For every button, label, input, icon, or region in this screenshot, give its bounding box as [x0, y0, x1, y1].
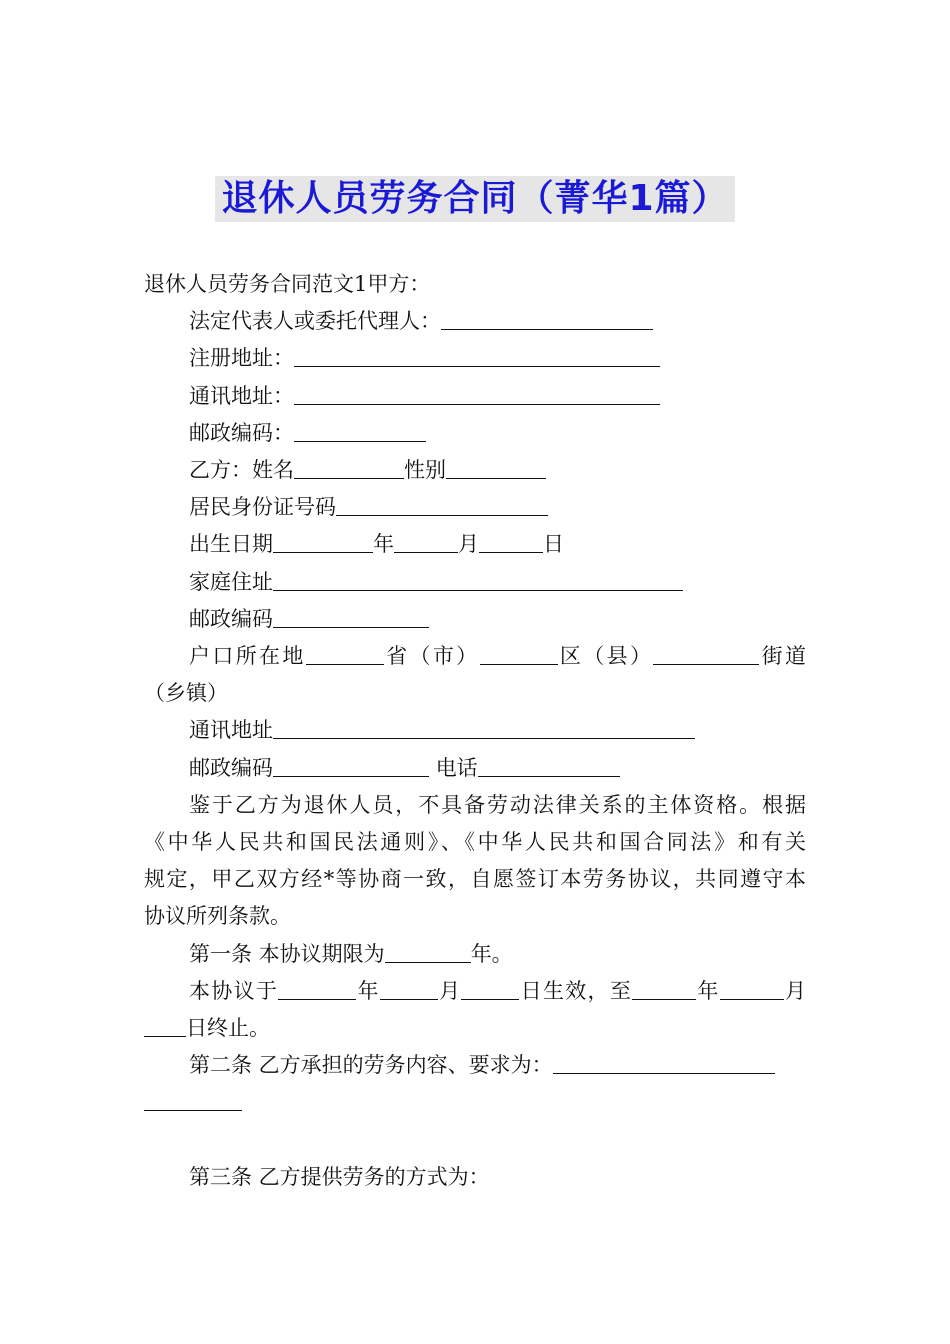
- id-number-line: [144, 489, 806, 526]
- day-label: 日: [543, 532, 564, 557]
- postal-phone-line: [144, 750, 806, 787]
- name-blank[interactable]: [294, 458, 404, 479]
- whereas-line-3: [144, 861, 806, 898]
- province-label: 省（市）: [383, 644, 480, 669]
- district-label: 区（县）: [557, 644, 654, 669]
- postal-code-c-blank[interactable]: [273, 756, 429, 777]
- whereas-text-3: 规定，甲乙双方经*等协商一致，自愿签订本劳务协议，共同遵守本: [144, 867, 806, 892]
- article-2-label: 第二条 乙方承担的劳务内容、要求为：: [189, 1053, 553, 1078]
- article-1-suffix: 年。: [470, 941, 513, 966]
- intro-text: 退休人员劳务合同范文1甲方：: [144, 272, 431, 296]
- article-2-blank-1[interactable]: [553, 1053, 775, 1074]
- document-title: 退休人员劳务合同（菁华1篇）: [215, 176, 734, 222]
- term-years-blank[interactable]: [385, 942, 471, 963]
- legal-rep-line: [144, 303, 806, 340]
- postal-code-b-label: 邮政编码: [189, 606, 273, 631]
- postal-code-line: [144, 415, 806, 452]
- whereas-line-1: [144, 787, 806, 824]
- end-month-blank[interactable]: [720, 979, 784, 1000]
- term-end-text: 日终止。: [186, 1016, 270, 1041]
- start-year-label: 年: [356, 978, 380, 1003]
- article-1-label: 第一条 本协议期限为: [189, 941, 385, 966]
- district-blank[interactable]: [480, 644, 558, 665]
- id-number-label: 居民身份证号码: [189, 495, 336, 520]
- street-label: 街道: [759, 644, 807, 669]
- reg-address-line: [144, 340, 806, 377]
- term-prefix: 本协议于: [189, 978, 279, 1003]
- contact-address-b-blank[interactable]: [273, 718, 695, 739]
- gender-label: 性别: [404, 458, 446, 483]
- start-year-blank[interactable]: [278, 979, 356, 1000]
- birth-date-label: 出生日期: [189, 532, 273, 557]
- whereas-text-2: 《中华人民共和国民法通则》、《中华人民共和国合同法》和有关: [144, 830, 806, 855]
- month-label: 月: [458, 532, 479, 557]
- postal-code-label: 邮政编码：: [189, 420, 294, 445]
- reg-address-blank[interactable]: [294, 346, 660, 367]
- blank-gap: [144, 1122, 806, 1159]
- phone-label: 电话: [435, 755, 478, 780]
- whereas-text-1: 鉴于乙方为退休人员，不具备劳动法律关系的主体资格。根据: [189, 792, 806, 817]
- birth-year-blank[interactable]: [273, 532, 373, 553]
- term-end-line: [144, 1010, 806, 1047]
- party-b-name-label: 乙方：姓名: [189, 458, 294, 483]
- gender-blank[interactable]: [446, 458, 546, 479]
- end-month-label: 月: [783, 978, 807, 1003]
- whereas-text-4: 协议所列条款。: [144, 904, 291, 929]
- street-blank[interactable]: [653, 644, 759, 665]
- township-line: [144, 675, 806, 712]
- article-1-line: [144, 936, 806, 973]
- province-blank[interactable]: [306, 644, 384, 665]
- article-2-blank-2[interactable]: [144, 1090, 242, 1111]
- article-3-label: 第三条 乙方提供劳务的方式为：: [189, 1164, 490, 1189]
- end-day-blank[interactable]: [144, 1016, 186, 1037]
- year-label: 年: [373, 532, 394, 557]
- term-line: [144, 973, 806, 1010]
- whereas-line-4: [144, 898, 806, 935]
- id-number-blank[interactable]: [336, 495, 548, 516]
- postal-code-b-blank[interactable]: [273, 607, 429, 628]
- start-day-blank[interactable]: [461, 979, 519, 1000]
- term-effective-text: 日生效，至: [519, 978, 633, 1003]
- start-month-label: 月: [437, 978, 462, 1003]
- birth-month-blank[interactable]: [394, 532, 458, 553]
- reg-address-label: 注册地址：: [189, 346, 294, 371]
- end-year-blank[interactable]: [632, 979, 696, 1000]
- contact-address-line: [144, 378, 806, 415]
- intro-line: [144, 266, 806, 303]
- postal-code-b-line: [144, 601, 806, 638]
- home-address-label: 家庭住址: [189, 569, 273, 594]
- contact-address-label: 通讯地址：: [189, 383, 294, 408]
- contact-address-b-line: [144, 712, 806, 749]
- postal-code-c-label: 邮政编码: [189, 755, 273, 780]
- phone-blank[interactable]: [478, 756, 620, 777]
- title-wrapper: [0, 176, 950, 222]
- end-year-label: 年: [696, 978, 720, 1003]
- postal-code-blank[interactable]: [294, 421, 426, 442]
- party-b-line: [144, 452, 806, 489]
- article-3-line: [144, 1159, 806, 1196]
- contact-address-blank[interactable]: [294, 384, 660, 405]
- whereas-line-2: [144, 824, 806, 861]
- document-body: [144, 266, 806, 1196]
- home-address-blank[interactable]: [273, 570, 683, 591]
- legal-rep-blank[interactable]: [441, 309, 653, 330]
- birth-day-blank[interactable]: [479, 532, 543, 553]
- hukou-label: 户口所在地: [189, 644, 306, 669]
- hukou-line: [144, 638, 806, 675]
- start-month-blank[interactable]: [380, 979, 438, 1000]
- home-address-line: [144, 564, 806, 601]
- birth-date-line: [144, 526, 806, 563]
- article-2-cont-line: [144, 1084, 806, 1121]
- legal-rep-label: 法定代表人或委托代理人：: [189, 309, 441, 334]
- township-label: （乡镇）: [144, 681, 228, 706]
- contact-address-b-label: 通讯地址: [189, 718, 273, 743]
- article-2-line: [144, 1047, 806, 1084]
